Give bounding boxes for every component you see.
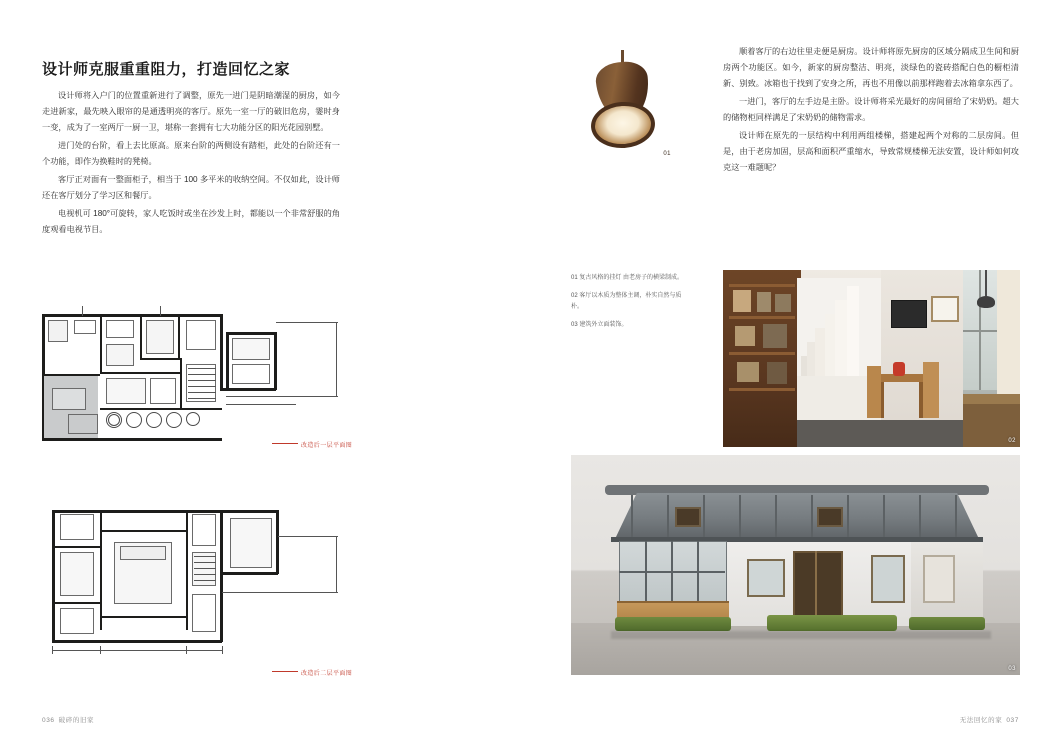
footer-right	[960, 715, 1019, 724]
floor-plan-level-2	[40, 506, 340, 656]
floor-plan-level-1	[40, 312, 340, 452]
plan-caption-level-1: 改造后一层平面图	[272, 440, 352, 449]
paragraph: 设计师将入户门的位置重新进行了调整，原先一进门是阴暗潮湿的厨房，如今走进新家，最先映入眼帘的是通透明亮的客厅。原先一室一厅的破旧危房，霎时身一变，成为了一室两厅一厨一卫，堪称一套拥有七大功能分区的阳光花园别墅。	[42, 91, 340, 132]
left-body-text	[42, 88, 340, 240]
paragraph: 设计师在原先的一层结构中利用两组楼梯，搭建起两个对称的二层房间。但是，由于老房加固，层高和面积严重缩水，导致常规楼梯无法安置，设计师如何攻克这一难题呢？	[723, 131, 1019, 172]
plan-caption-level-2: 改造后二层平面图	[272, 668, 352, 677]
footer-text-right: 无法回忆的家	[959, 717, 1003, 724]
left-page	[0, 0, 530, 750]
caption-rule	[272, 443, 298, 444]
caption: 01 复古风格的挂灯 由老房子的横梁制成。	[571, 275, 684, 281]
footer-left	[42, 715, 94, 724]
photo-badge-03: 03	[1008, 666, 1016, 672]
caption: 03 建筑外立面装饰。	[571, 322, 628, 328]
page-number-right: 037	[1006, 717, 1019, 724]
paragraph: 顺着客厅的右边往里走便是厨房。设计师将原先厨房的区域分隔成卫生间和厨房两个功能区。如今，新家的厨房整洁、明亮，淡绿色的瓷砖搭配白色的橱柜清新、别致。冰箱也于找到了安身之所，再也不用像以前那样跑着去冰箱拿东西了。	[723, 47, 1019, 88]
caption-rule	[272, 671, 298, 672]
right-page	[530, 0, 1061, 750]
caption: 02 客厅以木质为整体主调，朴实自然与质朴。	[571, 293, 682, 310]
paragraph: 一进门，客厅的左手边是主卧。设计师将采光最好的房间留给了宋奶奶。超大的储物柜同样满足了宋奶奶的储物需求。	[723, 97, 1019, 122]
right-body-text	[723, 44, 1019, 178]
photo-badge-01: 01	[663, 151, 671, 157]
paragraph: 客厅正对面有一整面柜子，相当于 100 多平米的收纳空间。不仅如此，设计师还在客厅划分了学习区和餐厅。	[42, 175, 340, 200]
photo-exterior-house	[571, 455, 1020, 675]
photo-pendant-lamp	[571, 50, 675, 160]
photo-interior-living	[723, 270, 1020, 447]
photo-badge-02: 02	[1008, 438, 1016, 444]
footer-text-left: 破碎的旧家	[58, 717, 95, 724]
page-title: 设计师克服重重阻力，打造回忆之家	[42, 61, 291, 78]
paragraph: 进门处的台阶，看上去比原高。原来台阶的两侧设有踏柜，此处的台阶还有一个功能，即作为换鞋时的凳椅。	[42, 141, 340, 166]
page-number-left: 036	[42, 717, 55, 724]
figure-captions	[571, 273, 683, 338]
paragraph: 电视机可 180°可旋转，家人吃饭时或坐在沙发上时，都能以一个非常舒服的角度观看电视节目。	[42, 209, 340, 234]
lamp-opening	[589, 100, 656, 150]
